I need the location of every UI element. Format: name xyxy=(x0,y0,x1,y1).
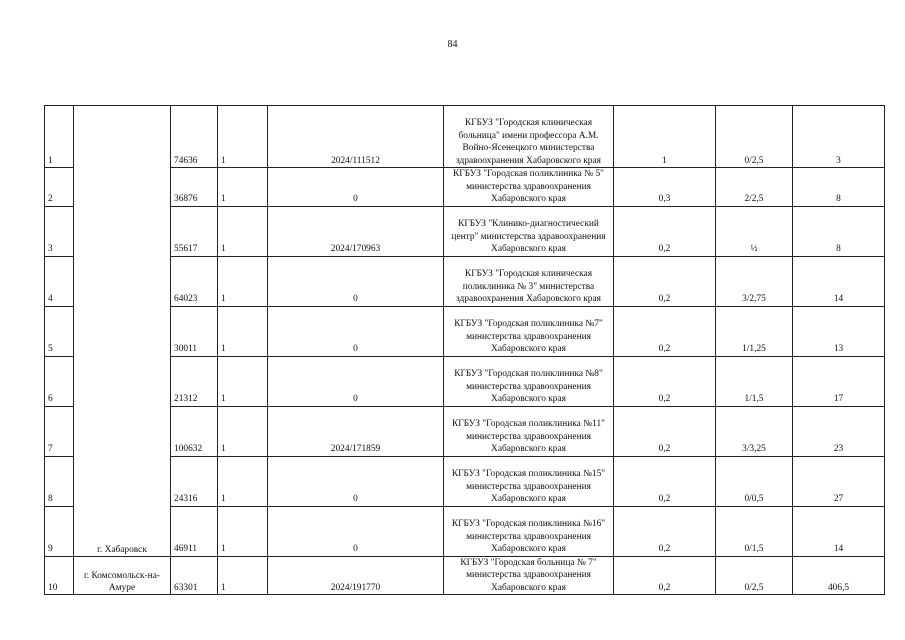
organization-cell: КГБУЗ "Городская поликлиника №15" министерства здравоохранения Хабаровского края xyxy=(444,456,614,506)
organization-cell: КГБУЗ "Городская поликлиника №16" министерства здравоохранения Хабаровского края xyxy=(444,506,614,556)
organizations-table xyxy=(44,105,885,595)
code-cell: 63301 xyxy=(171,556,218,595)
code-cell: 21312 xyxy=(171,356,218,406)
code-cell: 24316 xyxy=(171,456,218,506)
registration-cell: 2024/191770 xyxy=(268,556,444,595)
table-row xyxy=(45,506,885,556)
count-cell: 1 xyxy=(218,256,268,306)
table-row xyxy=(45,106,885,168)
table-row xyxy=(45,168,885,207)
fraction-cell: ½ xyxy=(716,206,793,256)
registration-cell: 0 xyxy=(268,168,444,207)
row-number: 9 xyxy=(45,506,74,556)
rate-cell: 0,3 xyxy=(614,168,716,207)
rate-cell: 0,2 xyxy=(614,506,716,556)
registration-cell: 0 xyxy=(268,356,444,406)
fraction-cell: 0/2,5 xyxy=(716,556,793,595)
count-cell: 1 xyxy=(218,356,268,406)
value-cell: 8 xyxy=(793,206,885,256)
row-number: 6 xyxy=(45,356,74,406)
value-cell: 27 xyxy=(793,456,885,506)
organization-cell: КГБУЗ "Городская больница № 7" министерства здравоохранения Хабаровского края xyxy=(444,556,614,595)
fraction-cell: 1/1,5 xyxy=(716,356,793,406)
code-cell: 55617 xyxy=(171,206,218,256)
value-cell: 406,5 xyxy=(793,556,885,595)
count-cell: 1 xyxy=(218,556,268,595)
table-row xyxy=(45,206,885,256)
count-cell: 1 xyxy=(218,206,268,256)
table-row xyxy=(45,256,885,306)
rate-cell: 0,2 xyxy=(614,256,716,306)
value-cell: 3 xyxy=(793,106,885,168)
fraction-cell: 0/2,5 xyxy=(716,106,793,168)
table-row xyxy=(45,456,885,506)
rate-cell: 0,2 xyxy=(614,556,716,595)
fraction-cell: 3/3,25 xyxy=(716,406,793,456)
value-cell: 14 xyxy=(793,506,885,556)
value-cell: 23 xyxy=(793,406,885,456)
registration-cell: 0 xyxy=(268,306,444,356)
count-cell: 1 xyxy=(218,406,268,456)
organization-cell: КГБУЗ "Городская поликлиника №11" министерства здравоохранения Хабаровского края xyxy=(444,406,614,456)
count-cell: 1 xyxy=(218,306,268,356)
code-cell: 64023 xyxy=(171,256,218,306)
organization-cell: КГБУЗ "Городская клиническая поликлиника № 3" министерства здравоохранения Хабаровского края xyxy=(444,256,614,306)
row-number: 2 xyxy=(45,168,74,207)
rate-cell: 0,2 xyxy=(614,356,716,406)
row-number: 5 xyxy=(45,306,74,356)
organization-cell: КГБУЗ "Городская поликлиника №8" министерства здравоохранения Хабаровского края xyxy=(444,356,614,406)
count-cell: 1 xyxy=(218,456,268,506)
fraction-cell: 0/1,5 xyxy=(716,506,793,556)
registration-cell: 2024/111512 xyxy=(268,106,444,168)
code-cell: 74636 xyxy=(171,106,218,168)
registration-cell: 0 xyxy=(268,456,444,506)
code-cell: 36876 xyxy=(171,168,218,207)
organization-cell: КГБУЗ "Городская клиническая больница" имени профессора А.М. Войно-Ясенецкого министерства здравоохранения Хабаровского края xyxy=(444,106,614,168)
fraction-cell: 1/1,25 xyxy=(716,306,793,356)
row-number: 4 xyxy=(45,256,74,306)
city-cell: г. Комсомольск-на-Амуре xyxy=(74,556,171,595)
count-cell: 1 xyxy=(218,106,268,168)
table-row xyxy=(45,556,885,595)
table-row xyxy=(45,356,885,406)
fraction-cell: 3/2,75 xyxy=(716,256,793,306)
row-number: 8 xyxy=(45,456,74,506)
value-cell: 17 xyxy=(793,356,885,406)
table-row xyxy=(45,406,885,456)
organization-cell: КГБУЗ "Городская поликлиника № 5" министерства здравоохранения Хабаровского края xyxy=(444,168,614,207)
code-cell: 46911 xyxy=(171,506,218,556)
row-number: 1 xyxy=(45,106,74,168)
count-cell: 1 xyxy=(218,168,268,207)
value-cell: 14 xyxy=(793,256,885,306)
organization-cell: КГБУЗ "Городская поликлиника №7" министерства здравоохранения Хабаровского края xyxy=(444,306,614,356)
fraction-cell: 0/0,5 xyxy=(716,456,793,506)
rate-cell: 1 xyxy=(614,106,716,168)
registration-cell: 0 xyxy=(268,256,444,306)
value-cell: 8 xyxy=(793,168,885,207)
row-number: 3 xyxy=(45,206,74,256)
table-row xyxy=(45,306,885,356)
code-cell: 30011 xyxy=(171,306,218,356)
registration-cell: 2024/171859 xyxy=(268,406,444,456)
value-cell: 13 xyxy=(793,306,885,356)
registration-cell: 2024/170963 xyxy=(268,206,444,256)
code-cell: 100632 xyxy=(171,406,218,456)
city-cell: г. Хабаровск xyxy=(74,106,171,557)
rate-cell: 0,2 xyxy=(614,406,716,456)
rate-cell: 0,2 xyxy=(614,456,716,506)
registration-cell: 0 xyxy=(268,506,444,556)
rate-cell: 0,2 xyxy=(614,306,716,356)
fraction-cell: 2/2,5 xyxy=(716,168,793,207)
row-number: 7 xyxy=(45,406,74,456)
organization-cell: КГБУЗ "Клинико-диагностический центр" министерства здравоохранения Хабаровского края xyxy=(444,206,614,256)
row-number: 10 xyxy=(45,556,74,595)
page-number: 84 xyxy=(447,39,458,50)
count-cell: 1 xyxy=(218,506,268,556)
rate-cell: 0,2 xyxy=(614,206,716,256)
